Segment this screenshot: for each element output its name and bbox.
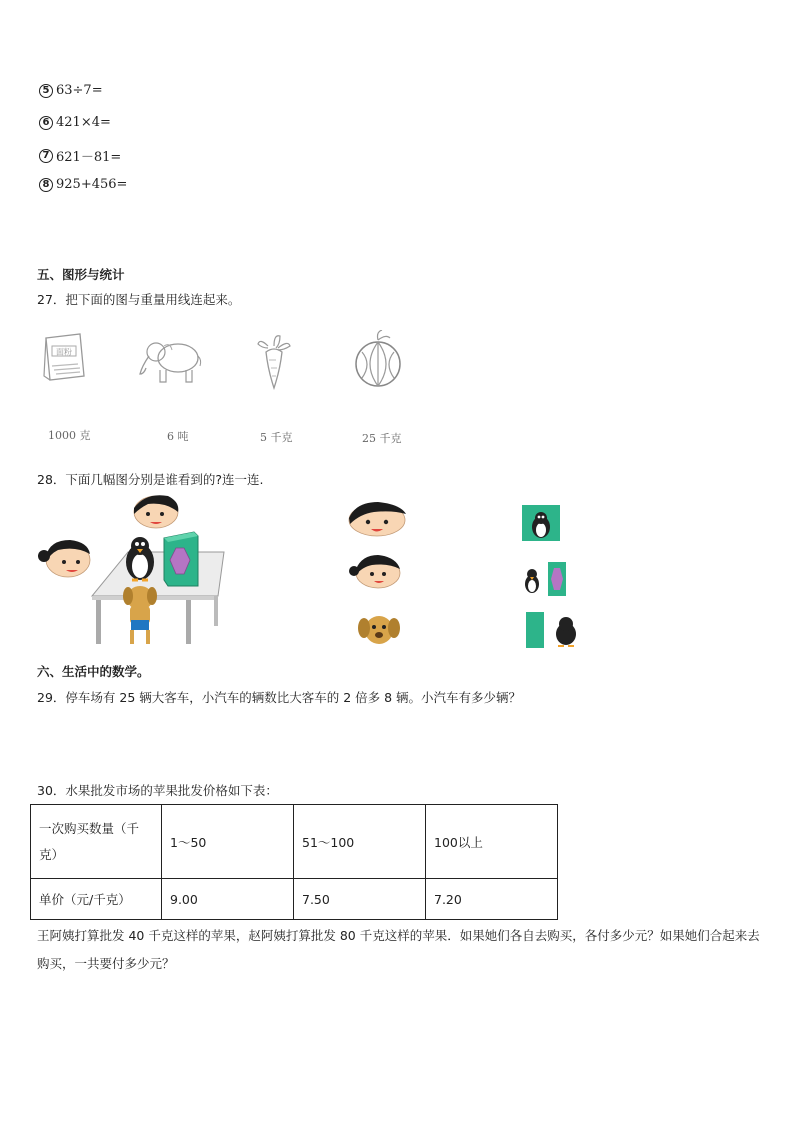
- question-28: 28．下面几幅图分别是谁看到的?连一连.: [37, 472, 264, 487]
- weight-label: 1000 克: [48, 429, 91, 442]
- table-scene-illustration: [36, 492, 228, 650]
- table-cell: 1～50: [162, 805, 294, 879]
- section-5-title: 五、图形与统计: [37, 267, 125, 282]
- circle-number: 8: [39, 178, 53, 192]
- question-30: 30．水果批发市场的苹果批发价格如下表：: [37, 783, 278, 798]
- dog-face-icon: [356, 612, 402, 648]
- girl-face-icon: [348, 553, 404, 589]
- question-30-text: 王阿姨打算批发 40 千克这样的苹果，赵阿姨打算批发 80 千克这样的苹果．如果她们各自去购买，各付多少元？如果她们合起来去购买，一共要付多少元？: [37, 928, 760, 971]
- weight-label: 25 千克: [362, 432, 402, 445]
- table-cell: 7.20: [426, 879, 558, 920]
- table-cell-header: 单价（元/千克）: [31, 879, 162, 920]
- calc-expression: 621－81=: [56, 150, 122, 165]
- watermelon-icon: [352, 330, 404, 390]
- calc-expression: 925+456=: [56, 177, 128, 192]
- side-view-penguin-box-icon: [520, 562, 568, 596]
- calc-expression: 421×4=: [56, 115, 111, 130]
- circle-number: 6: [39, 116, 53, 130]
- calc-item-6: [39, 115, 111, 130]
- table-cell: 51～100: [294, 805, 426, 879]
- bag-label: 面粉: [56, 347, 72, 357]
- elephant-icon: [138, 336, 204, 386]
- front-view-penguin-box-icon: [522, 505, 560, 541]
- table-row: [31, 805, 558, 879]
- flour-bag-icon: [40, 330, 88, 386]
- calc-item-7: [39, 146, 121, 165]
- boy-face-icon: [346, 500, 408, 538]
- circle-number: 5: [39, 84, 53, 98]
- back-view-box-penguin-icon: [524, 612, 580, 648]
- weight-label: 6 吨: [167, 430, 189, 443]
- calc-item-8: [39, 177, 127, 192]
- question-29: 29．停车场有 25 辆大客车，小汽车的辆数比大客车的 2 倍多 8 辆。小汽车有多少辆？: [37, 690, 522, 705]
- price-table: [30, 804, 558, 920]
- table-cell: 9.00: [162, 879, 294, 920]
- section-6-title: 六、生活中的数学。: [37, 664, 150, 679]
- radish-icon: [254, 334, 294, 390]
- table-row: [31, 879, 558, 920]
- question-27: 27．把下面的图与重量用线连起来。: [37, 292, 241, 307]
- weight-label: 5 千克: [260, 431, 293, 444]
- table-cell: 100以上: [426, 805, 558, 879]
- calc-expression: 63÷7=: [56, 83, 103, 98]
- table-cell: 7.50: [294, 879, 426, 920]
- table-cell-header: 一次购买数量（千克）: [31, 805, 162, 879]
- circle-number: 7: [39, 149, 53, 163]
- calc-item-5: [39, 83, 103, 98]
